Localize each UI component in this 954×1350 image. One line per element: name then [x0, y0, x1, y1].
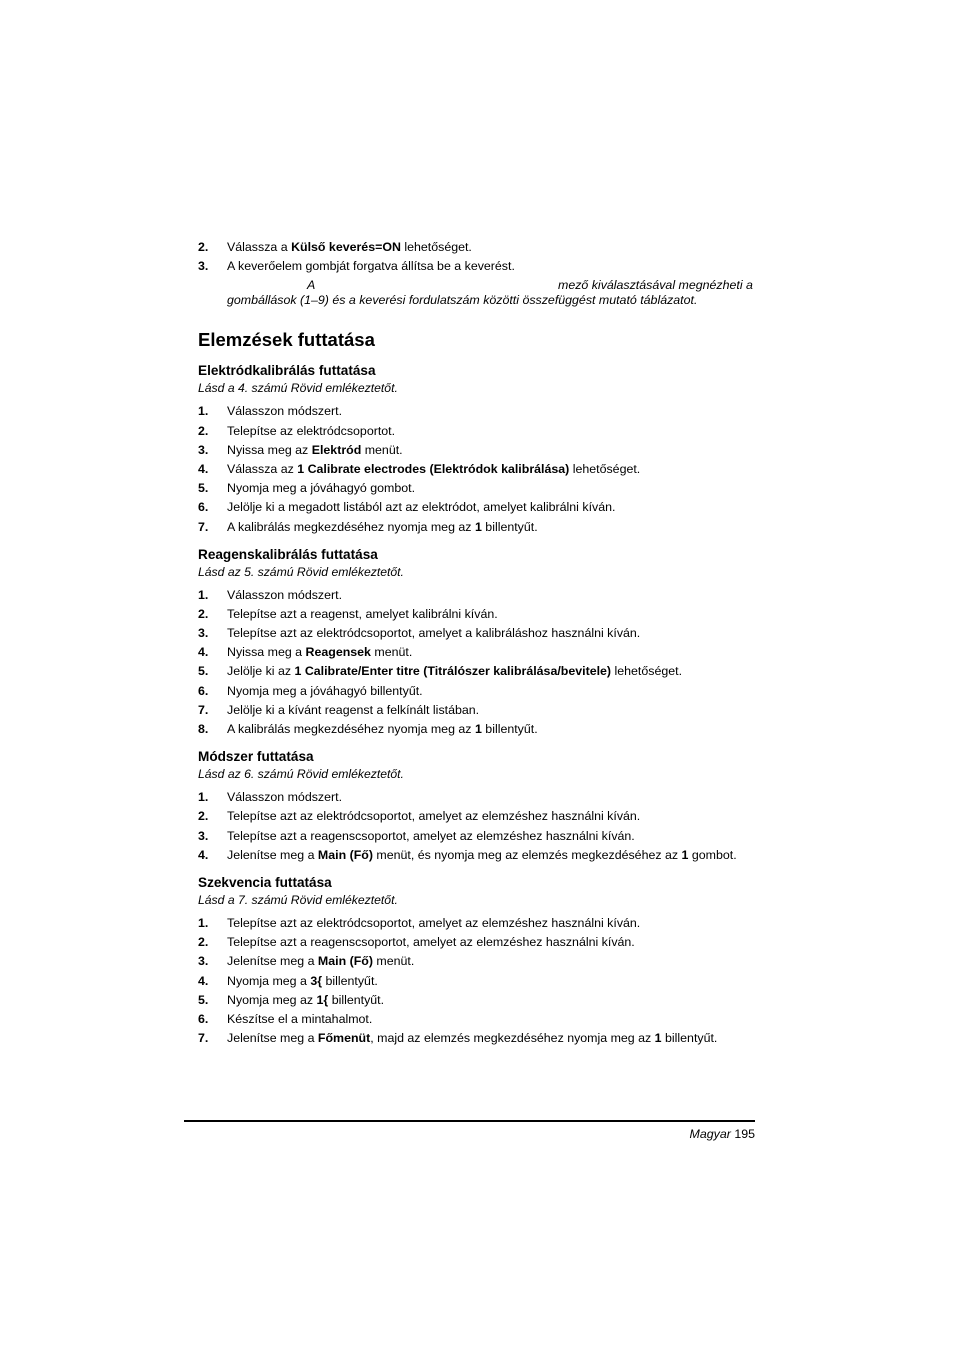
step-text-part: lehetőséget.	[611, 664, 683, 679]
step-keyword: 1	[654, 1031, 662, 1046]
section-reference: Lásd a 7. számú Rövid emlékeztetőt.	[198, 892, 398, 907]
step-keyword: Reagensek	[305, 645, 371, 660]
stirring-note	[227, 278, 758, 308]
step-text-part: Válasszon módszert.	[227, 404, 343, 419]
list-item	[198, 848, 758, 867]
step-number: 5.	[198, 664, 209, 679]
step-text	[227, 520, 538, 534]
step-text-part: Telepítse azt a reagenscsoportot, amelyet az elemzéshez használni kíván.	[227, 935, 635, 950]
step-text	[227, 993, 384, 1007]
step-number: 5.	[198, 992, 209, 1007]
step-text	[227, 240, 472, 254]
step-keyword: Főmenüt	[317, 1031, 371, 1046]
step-text-part: Telepítse azt az elektródcsoportot, amelyet az elemzéshez használni kíván.	[227, 809, 641, 824]
section-reference: Lásd az 5. számú Rövid emlékeztetőt.	[198, 564, 404, 579]
step-text	[227, 1031, 717, 1045]
section-reference: Lásd a 4. számú Rövid emlékeztetőt.	[198, 381, 398, 396]
step-text-part: Jelölje ki az	[227, 664, 295, 679]
step-text	[227, 703, 479, 717]
step-text-part: Nyomja meg a jóváhagyó billentyűt.	[227, 683, 423, 698]
step-text-part: Nyomja meg a	[227, 973, 311, 988]
step-text-part: lehetőséget.	[400, 240, 472, 254]
step-keyword: Elektród	[311, 442, 362, 457]
step-number: 3.	[198, 626, 209, 641]
list-item	[198, 404, 758, 423]
step-text-part: , majd az elemzés megkezdéséhez nyomja meg az	[370, 1031, 655, 1046]
list-item	[198, 1012, 758, 1031]
step-keyword: 1	[474, 722, 482, 736]
section-title: Elektródkalibrálás futtatása	[198, 363, 376, 379]
step-number: 4.	[198, 461, 209, 476]
step-text-part: menüt.	[370, 645, 413, 660]
step-keyword: 1	[681, 847, 689, 862]
list-item	[198, 664, 758, 683]
step-number: 6.	[198, 683, 209, 698]
step-text-part: Válasszon módszert.	[227, 587, 343, 602]
step-text	[227, 790, 342, 804]
step-text-part: Telepítse azt az elektródcsoportot, amelyet az elemzéshez használni kíván.	[227, 915, 641, 930]
list-item	[198, 916, 758, 935]
list-item	[198, 645, 758, 664]
step-number: 4.	[198, 973, 209, 988]
step-number: 2.	[198, 606, 209, 621]
step-text	[227, 462, 640, 476]
section-spacer	[198, 741, 758, 749]
list-item	[198, 790, 758, 809]
list-item	[198, 829, 758, 848]
list-item	[198, 954, 758, 973]
step-text	[227, 829, 635, 843]
step-text	[227, 974, 378, 988]
step-number: 2.	[198, 935, 209, 950]
list-item	[198, 607, 758, 626]
step-text	[227, 626, 640, 640]
section-spacer	[198, 867, 758, 875]
step-text-part: billentyűt.	[661, 1031, 718, 1046]
step-keyword: Main (Fő)	[317, 847, 373, 862]
step-number: 6.	[198, 1011, 209, 1026]
step-text	[227, 443, 403, 457]
step-text	[227, 645, 412, 659]
step-number: 3.	[198, 259, 209, 274]
step-text	[227, 722, 538, 736]
step-text-part: Válassza az	[227, 461, 298, 476]
section-title: Módszer futtatása	[198, 749, 314, 765]
step-text-part: Nyissa meg az	[227, 442, 312, 457]
step-text	[227, 500, 615, 514]
step-number: 7.	[198, 1031, 209, 1046]
step-text-part: Jelenítse meg a	[227, 847, 318, 862]
step-number: 8.	[198, 722, 209, 736]
section	[198, 749, 758, 875]
step-text-part: Telepítse azt a reagenst, amelyet kalibrálni kíván.	[227, 606, 498, 621]
step-number: 3.	[198, 954, 209, 969]
step-keyword: 1	[474, 519, 482, 534]
list-item	[198, 240, 758, 259]
step-text-part: menüt.	[361, 442, 403, 457]
step-text-part: billentyűt.	[481, 722, 538, 736]
footer-language: Magyar	[689, 1127, 731, 1141]
section-title: Szekvencia futtatása	[198, 874, 332, 890]
list-item	[198, 588, 758, 607]
step-text	[227, 935, 635, 949]
step-text-part: Jelölje ki a megadott listából azt az elektródot, amelyet kalibrálni kíván.	[227, 500, 616, 515]
list-item	[198, 500, 758, 519]
step-text-part: Nyomja meg a jóváhagyó gombot.	[227, 481, 416, 496]
step-text-part: Válassza a	[227, 240, 292, 254]
note-line1-start: A	[307, 278, 316, 293]
step-number: 2.	[198, 423, 209, 438]
section	[198, 363, 758, 546]
step-text-part: Készítse el a mintahalmot.	[227, 1011, 373, 1026]
sections	[198, 363, 758, 1058]
section-spacer	[198, 539, 758, 547]
list-item	[198, 481, 758, 500]
step-text-part: Telepítse az elektródcsoportot.	[227, 423, 396, 438]
page-number: 195	[734, 1127, 755, 1141]
list-item	[198, 935, 758, 954]
step-number: 4.	[198, 645, 209, 660]
step-text	[227, 588, 342, 602]
step-keyword: 3{	[310, 973, 323, 988]
section-spacer	[198, 1050, 758, 1058]
step-keyword: Külső keverés=ON	[291, 240, 401, 254]
step-text-part: menüt, és nyomja meg az elemzés megkezdéséhez az	[372, 847, 682, 862]
step-number: 6.	[198, 500, 209, 515]
step-number: 2.	[198, 809, 209, 824]
step-text-part: gombot.	[688, 847, 737, 862]
step-number: 3.	[198, 828, 209, 843]
list-item	[198, 443, 758, 462]
step-number: 1.	[198, 404, 209, 419]
step-number: 1.	[198, 790, 209, 805]
list-item	[198, 462, 758, 481]
step-text-part: Nyomja meg az	[227, 992, 317, 1007]
list-item	[198, 520, 758, 539]
step-text	[227, 607, 498, 621]
step-text-part: Telepítse azt az elektródcsoportot, amelyet a kalibráláshoz használni kíván.	[227, 626, 641, 641]
list-item	[198, 722, 758, 741]
section	[198, 875, 758, 1058]
step-text-part: A kalibrálás megkezdéséhez nyomja meg az	[227, 519, 475, 534]
section-reference: Lásd az 6. számú Rövid emlékeztetőt.	[198, 767, 404, 782]
step-text-part: Telepítse azt a reagenscsoportot, amelyet az elemzéshez használni kíván.	[227, 828, 635, 843]
list-item	[198, 993, 758, 1012]
step-text-part: billentyűt.	[322, 973, 378, 988]
step-text-part: A kalibrálás megkezdéséhez nyomja meg az	[227, 722, 475, 736]
step-number: 3.	[198, 442, 209, 457]
step-text-part: Jelenítse meg a	[227, 954, 318, 969]
list-item	[198, 424, 758, 443]
step-number: 7.	[198, 702, 209, 717]
step-text	[227, 664, 682, 678]
section-title: Reagenskalibrálás futtatása	[198, 546, 378, 562]
step-number: 4.	[198, 847, 209, 862]
step-text-part: lehetőséget.	[569, 461, 641, 476]
page-content	[198, 240, 758, 1058]
step-text	[227, 424, 395, 438]
list-item	[198, 974, 758, 993]
step-text-part: menüt.	[372, 954, 415, 969]
page-title: Elemzések futtatása	[198, 329, 375, 351]
page-footer	[690, 1127, 755, 1141]
note-line1-end: mező kiválasztásával megnézheti a	[558, 278, 753, 293]
step-number: 5.	[198, 481, 209, 496]
step-number: 1.	[198, 587, 209, 602]
step-keyword: 1 Calibrate electrodes (Elektródok kalibrálása)	[297, 461, 570, 476]
list-item	[198, 259, 758, 278]
step-keyword: 1 Calibrate/Enter titre (Titrálószer kalibrálása/bevitele)	[294, 664, 612, 679]
step-text	[227, 954, 414, 968]
step-number: 7.	[198, 519, 209, 534]
step-text	[227, 848, 737, 862]
step-text-part: billentyűt.	[481, 519, 538, 534]
step-keyword: Main (Fő)	[317, 954, 373, 969]
step-text-part: Jelenítse meg a	[227, 1031, 318, 1046]
step-text-part: Válasszon módszert.	[227, 790, 343, 805]
list-item	[198, 1031, 758, 1050]
step-text	[227, 916, 640, 930]
step-number: 1.	[198, 915, 209, 930]
step-text	[227, 404, 342, 418]
list-item	[198, 626, 758, 645]
list-item	[198, 684, 758, 703]
step-text-part: A keverőelem gombját forgatva állítsa be a keverést.	[227, 259, 515, 274]
footer-divider	[184, 1120, 755, 1122]
step-number: 2.	[198, 240, 209, 254]
step-text-part: Nyissa meg a	[227, 645, 306, 660]
note-line2: gombállások (1–9) és a keverési fordulatszám közötti összefüggést mutató táblázatot.	[227, 293, 698, 308]
step-text-part: Jelölje ki a kívánt reagenst a felkínált listában.	[227, 702, 480, 717]
step-text	[227, 259, 515, 273]
list-item	[198, 809, 758, 828]
step-keyword: 1{	[316, 992, 329, 1007]
step-text	[227, 481, 415, 495]
section	[198, 547, 758, 750]
step-text	[227, 809, 640, 823]
step-text-part: billentyűt.	[328, 992, 385, 1007]
step-text	[227, 1012, 372, 1026]
intro-steps	[198, 240, 758, 278]
step-text	[227, 684, 423, 698]
list-item	[198, 703, 758, 722]
